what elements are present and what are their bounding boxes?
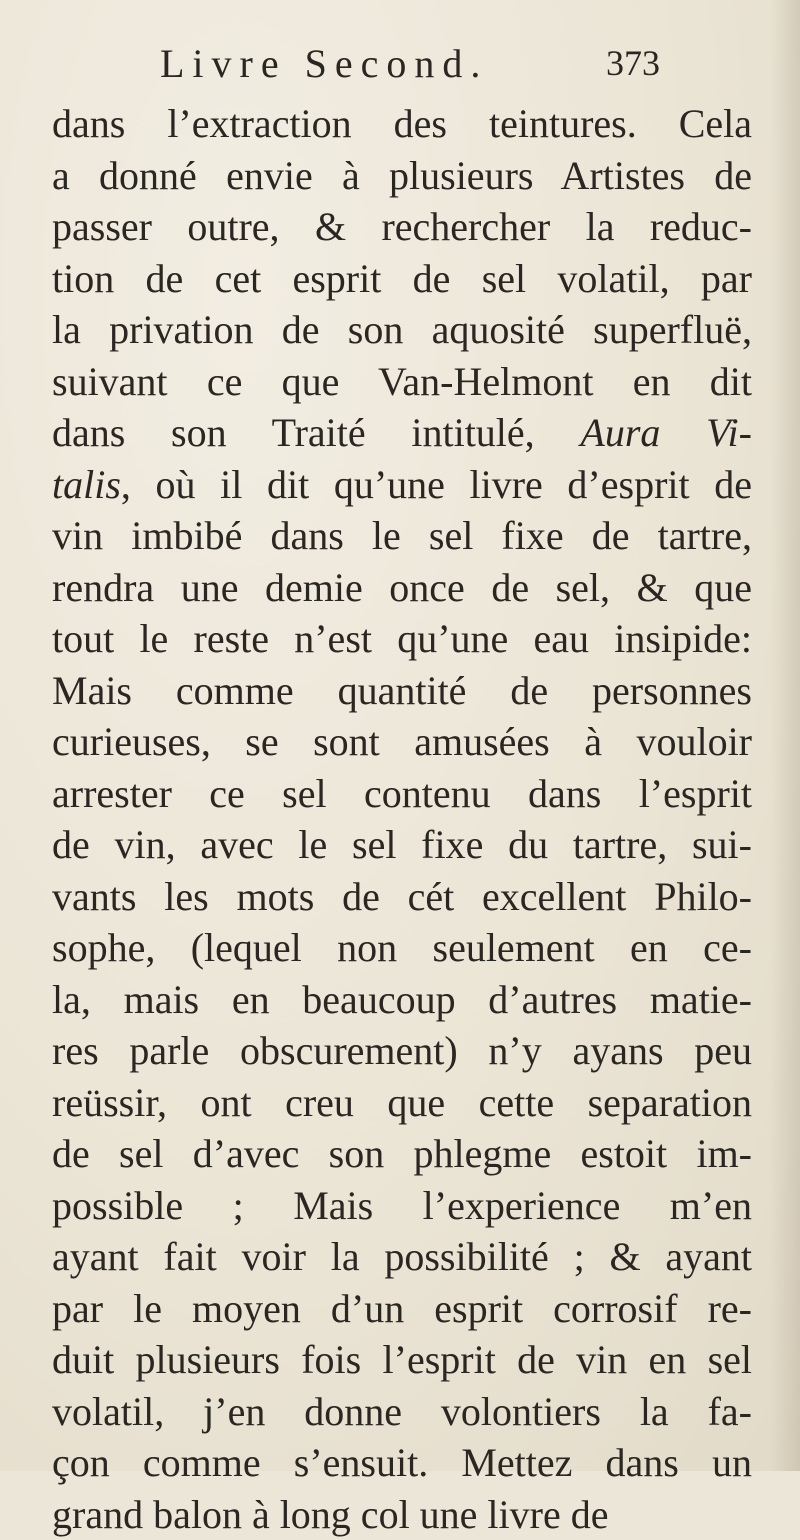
text-line: par le moyen d’un esprit corrosif re-: [52, 1283, 752, 1335]
text-line: talis, où il dit qu’une livre d’esprit de: [52, 459, 752, 511]
text-line: suivant ce que Van-Helmont en dit: [52, 356, 752, 408]
text-line: de sel d’avec son phlegme estoit im-: [52, 1128, 752, 1180]
running-title: Livre Second.: [160, 40, 488, 87]
text-line: volatil, j’en donne volontiers la fa-: [52, 1386, 752, 1438]
text-line: ayant fait voir la possibilité ; & ayant: [52, 1231, 752, 1283]
text-line: rendra une demie once de sel, & que: [52, 562, 752, 614]
text-line: grand balon à long col une livre de: [52, 1489, 752, 1540]
text-line: vants les mots de cét excellent Philo-: [52, 871, 752, 923]
text-line: duit plusieurs fois l’esprit de vin en sel: [52, 1334, 752, 1386]
text-line: curieuses, se sont amusées à vouloir: [52, 716, 752, 768]
text-line: dans l’extraction des teintures. Cela: [52, 98, 752, 150]
text-line: dans son Traité intitulé, Aura Vi-: [52, 407, 752, 459]
page-number: 373: [606, 42, 660, 84]
text-line: passer outre, & rechercher la reduc-: [52, 201, 752, 253]
text-line: res parle obscurement) n’y ayans peu: [52, 1025, 752, 1077]
italic-title: talis: [52, 462, 121, 507]
text-line: la privation de son aquosité superfluë,: [52, 304, 752, 356]
text-line: de vin, avec le sel fixe du tartre, sui-: [52, 819, 752, 871]
text-line: arrester ce sel contenu dans l’esprit: [52, 768, 752, 820]
text-line: vin imbibé dans le sel fixe de tartre,: [52, 510, 752, 562]
page-header: [160, 40, 660, 96]
text-line: la, mais en beaucoup d’autres matie-: [52, 974, 752, 1026]
text-line: sophe, (lequel non seulement en ce-: [52, 922, 752, 974]
italic-title: Aura Vi-: [580, 410, 752, 455]
text-line: possible ; Mais l’experience m’en: [52, 1180, 752, 1232]
text-line: a donné envie à plusieurs Artistes de: [52, 150, 752, 202]
text-line: çon comme s’ensuit. Mettez dans un: [52, 1437, 752, 1489]
text-line: tion de cet esprit de sel volatil, par: [52, 253, 752, 305]
text-line: reüssir, ont creu que cette separation: [52, 1077, 752, 1129]
text-line: tout le reste n’est qu’une eau insipide:: [52, 613, 752, 665]
text-line: Mais comme quantité de personnes: [52, 665, 752, 717]
body-text: [52, 98, 752, 1540]
